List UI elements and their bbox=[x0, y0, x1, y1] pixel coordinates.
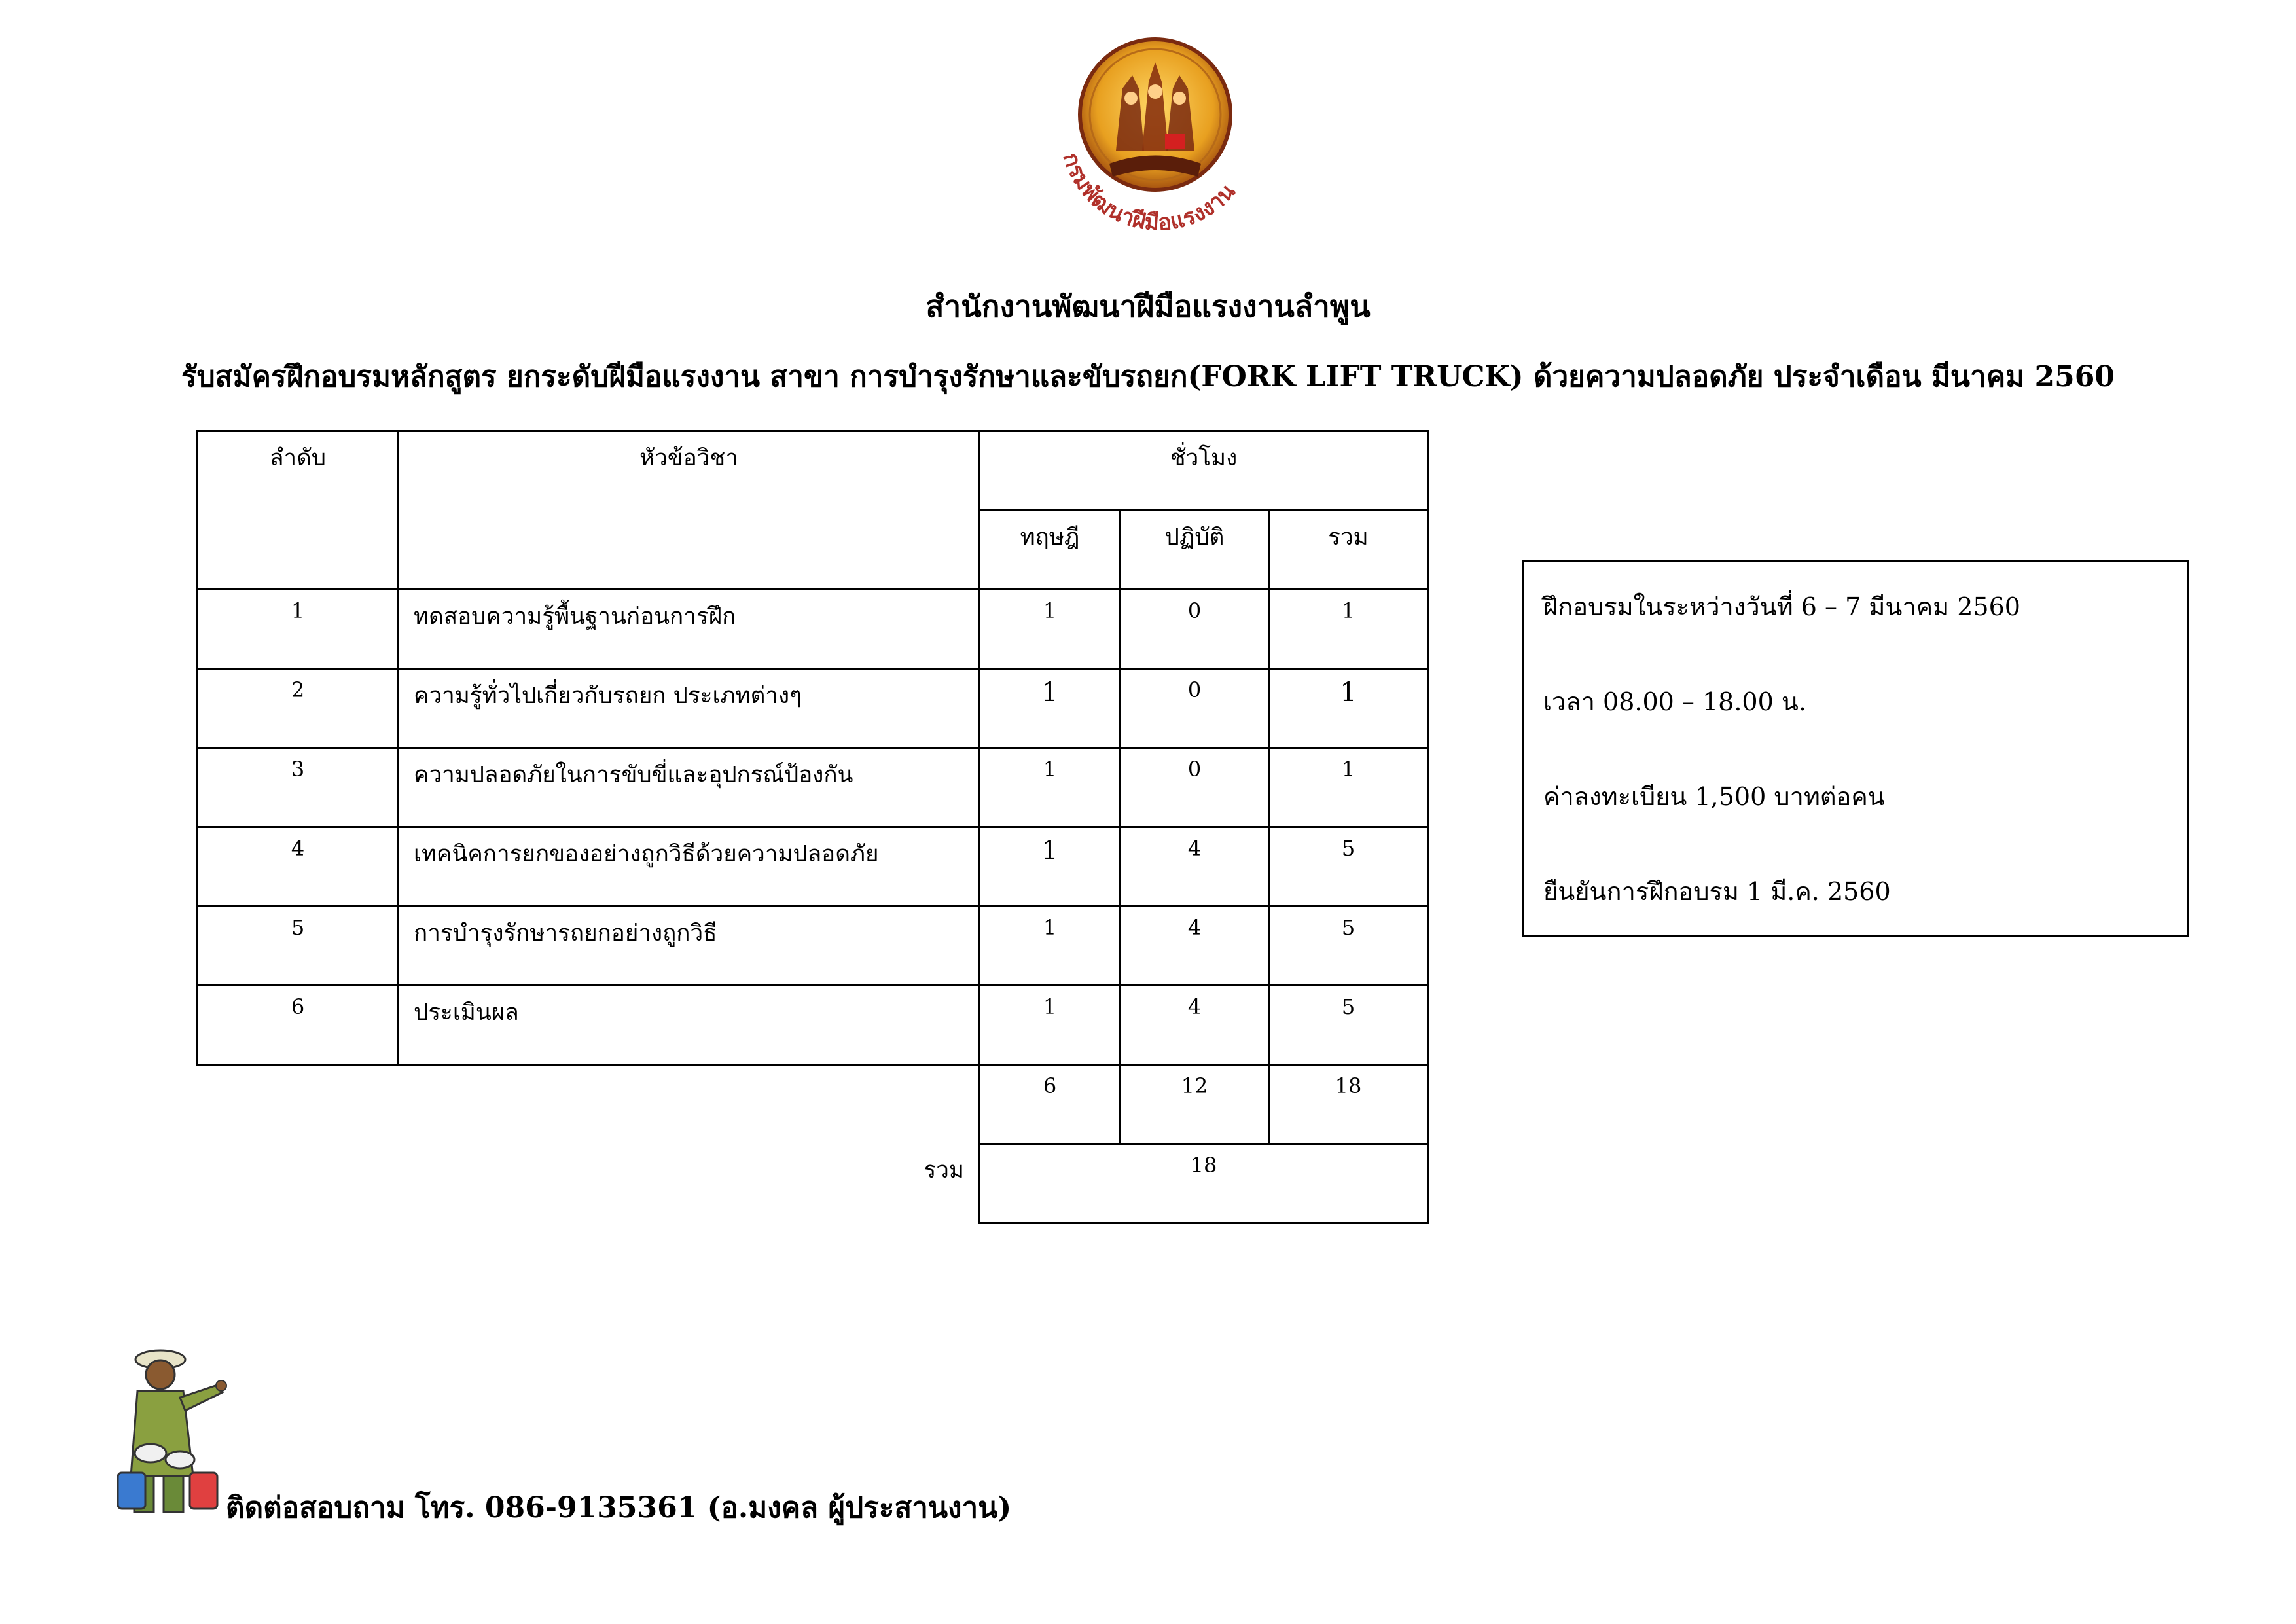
table-row bbox=[198, 827, 1428, 907]
table-row bbox=[198, 748, 1428, 827]
training-info-box bbox=[1522, 560, 2189, 937]
header-practice: ปฏิบัติ bbox=[1121, 511, 1269, 590]
row-theory: 1 bbox=[980, 986, 1121, 1065]
row-no: 4 bbox=[198, 827, 399, 907]
header-theory: ทฤษฎี bbox=[980, 511, 1121, 590]
subtotal-row bbox=[198, 1065, 1428, 1144]
subtotal-total: 18 bbox=[1269, 1065, 1428, 1144]
worker-clipart bbox=[115, 1345, 229, 1515]
row-no: 2 bbox=[198, 669, 399, 748]
row-total: 1 bbox=[1269, 669, 1428, 748]
header-subject: หัวข้อวิชา bbox=[399, 431, 980, 590]
logo-text: กรมพัฒนาฝีมือแรงงาน bbox=[1057, 149, 1241, 232]
grand-total-row bbox=[198, 1144, 1428, 1223]
row-no: 1 bbox=[198, 590, 399, 669]
contact-info: ติดต่อสอบถาม โทร. 086-9135361 (อ.มงคล ผู้ประสานงาน) bbox=[226, 1491, 1012, 1525]
training-dates: ฝึกอบรมในระหว่างวันที่ 6 – 7 มีนาคม 2560 bbox=[1543, 592, 2020, 621]
table-row bbox=[198, 907, 1428, 986]
table-row bbox=[198, 590, 1428, 669]
row-subject: ความรู้ทั่วไปเกี่ยวกับรถยก ประเภทต่างๆ bbox=[399, 669, 980, 748]
row-theory: 1 bbox=[980, 827, 1121, 907]
course-schedule-table bbox=[196, 430, 1429, 1224]
row-subject: ประเมินผล bbox=[399, 986, 980, 1065]
table-header-row bbox=[198, 431, 1428, 511]
row-total: 1 bbox=[1269, 590, 1428, 669]
subtotal-theory: 6 bbox=[980, 1065, 1121, 1144]
grand-total-value: 18 bbox=[980, 1144, 1428, 1223]
row-practice: 4 bbox=[1121, 986, 1269, 1065]
course-title: รับสมัครฝึกอบรมหลักสูตร ยกระดับฝีมือแรงงาน สาขา การบำรุงรักษาและขับรถยก(FORK LIFT TRUCK) ด้วยความปลอดภัย ประจำเดือน มีนาคม 2560 bbox=[181, 360, 2115, 393]
grand-total-label: รวม bbox=[924, 1157, 964, 1183]
row-practice: 4 bbox=[1121, 827, 1269, 907]
registration-fee: ค่าลงทะเบียน 1,500 บาทต่อคน bbox=[1543, 782, 1885, 811]
header-no: ลำดับ bbox=[198, 431, 399, 590]
row-subject: เทคนิคการยกของอย่างถูกวิธีด้วยความปลอดภัย bbox=[399, 827, 980, 907]
header-total: รวม bbox=[1269, 511, 1428, 590]
row-practice: 0 bbox=[1121, 748, 1269, 827]
row-theory: 1 bbox=[980, 590, 1121, 669]
row-subject: ทดสอบความรู้พื้นฐานก่อนการฝึก bbox=[399, 590, 980, 669]
header-hours: ชั่วโมง bbox=[980, 431, 1428, 511]
row-no: 3 bbox=[198, 748, 399, 827]
row-practice: 0 bbox=[1121, 669, 1269, 748]
training-time: เวลา 08.00 – 18.00 น. bbox=[1543, 687, 1806, 716]
row-no: 6 bbox=[198, 986, 399, 1065]
table-row bbox=[198, 669, 1428, 748]
row-theory: 1 bbox=[980, 748, 1121, 827]
row-subject: ความปลอดภัยในการขับขี่และอุปกรณ์ป้องกัน bbox=[399, 748, 980, 827]
row-total: 1 bbox=[1269, 748, 1428, 827]
subtotal-practice: 12 bbox=[1121, 1065, 1269, 1144]
row-subject: การบำรุงรักษารถยกอย่างถูกวิธี bbox=[399, 907, 980, 986]
row-practice: 4 bbox=[1121, 907, 1269, 986]
department-logo bbox=[1034, 36, 1289, 232]
confirmation-date: ยืนยันการฝึกอบรม 1 มี.ค. 2560 bbox=[1543, 877, 1891, 906]
row-total: 5 bbox=[1269, 907, 1428, 986]
row-total: 5 bbox=[1269, 827, 1428, 907]
table-row bbox=[198, 986, 1428, 1065]
row-theory: 1 bbox=[980, 907, 1121, 986]
row-no: 5 bbox=[198, 907, 399, 986]
organization-title: สำนักงานพัฒนาฝีมือแรงงานลำพูน bbox=[925, 289, 1371, 324]
row-theory: 1 bbox=[980, 669, 1121, 748]
row-practice: 0 bbox=[1121, 590, 1269, 669]
row-total: 5 bbox=[1269, 986, 1428, 1065]
